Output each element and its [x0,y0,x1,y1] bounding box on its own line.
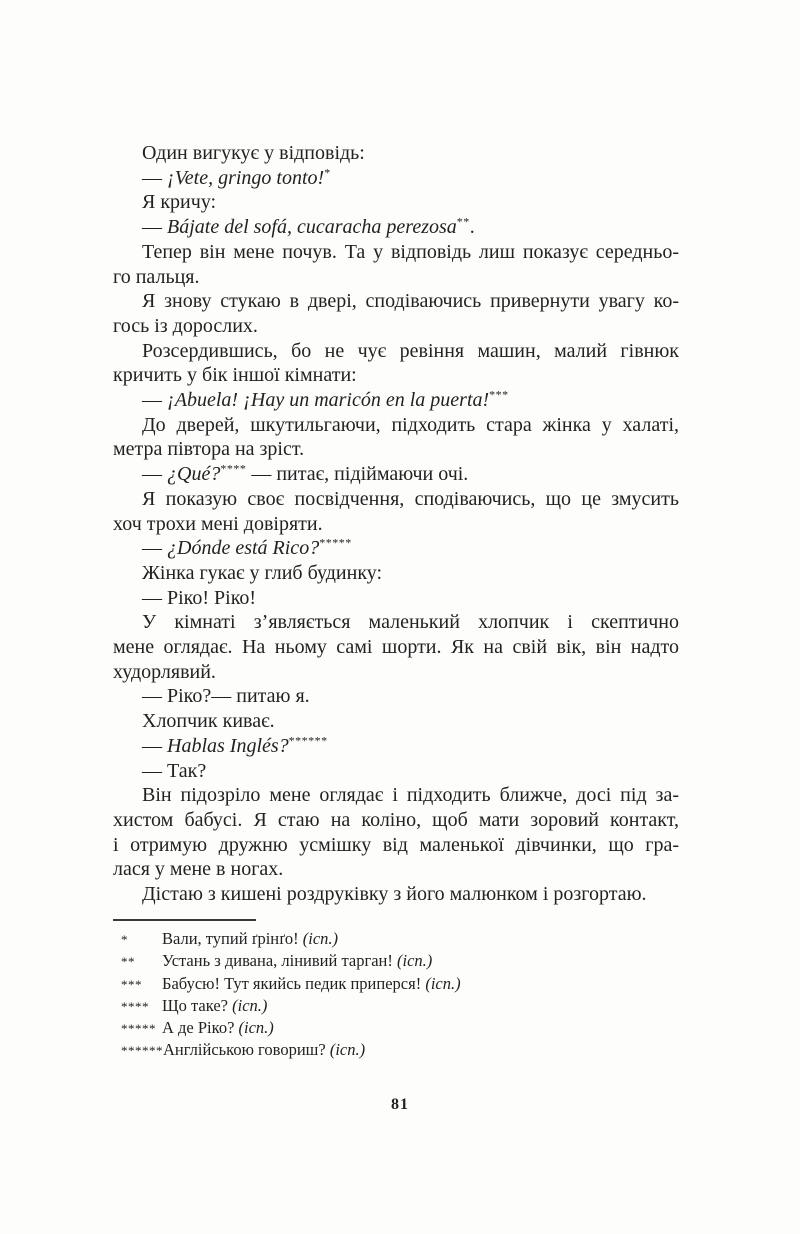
text-segment: Один вигукує у відповідь: [142,142,365,164]
footnote-marker: ****** [121,1043,163,1059]
footnote-text [163,1039,679,1061]
paragraph [113,289,679,338]
text-segment: Дістаю з кишені роздруківку з його малюнком і розгортаю. [142,883,647,906]
text-line [113,487,679,512]
text-segment: Я кричу: [142,191,217,214]
footnote-text [162,1017,679,1039]
text-segment: — Так? [142,759,207,782]
paragraph [113,759,679,784]
text-line [113,783,679,808]
paragraph [113,339,679,388]
text-segment: метра півтора на зріст. [113,438,305,461]
text-segment: — Ріко?— питаю я. [142,685,310,708]
text-line [113,265,679,290]
text-segment: До дверей, шкутильгаючи, підходить стара жінка у халаті, [142,413,679,436]
footnote-reference-marker: ****** [288,733,328,748]
text-line [113,536,679,561]
footnote-language-note: (ісп.) [425,973,461,993]
footnote-translation: Що таке? [162,995,233,1015]
paragraph [113,413,679,462]
italic-phrase: ¡Abuela! ¡Hay un maricón en la puerta! [167,389,490,412]
footnote-item [113,973,679,995]
text-segment: . [469,216,475,239]
text-line [113,635,679,660]
footnote-text [162,995,679,1017]
footnote-item [113,950,679,972]
text-line [113,512,679,537]
text-line [113,882,679,907]
paragraph [113,166,679,191]
footnote-item [113,1039,679,1061]
text-segment: і отримую дружню усмішку від маленької дівчинки, що гра- [113,833,679,856]
text-line [113,610,679,635]
text-segment: худорлявий. [113,660,216,683]
footnote-reference-marker: ***** [319,535,352,550]
text-line [113,833,679,858]
paragraph [113,586,679,611]
italic-phrase: Bájate del sofá, cucaracha perezosa [167,216,457,239]
footnote-language-note: (ісп.) [238,1018,274,1038]
text-line [113,462,679,487]
paragraph [113,684,679,709]
text-line [113,215,679,240]
footnote-language-note: (ісп.) [302,929,339,948]
italic-phrase: ¡Vete, gringo tonto! [167,166,325,189]
text-segment: — [142,734,167,757]
italic-phrase: ¿Dónde está Rico? [167,537,320,560]
paragraph [113,190,679,215]
text-line [113,709,679,734]
text-segment: Тепер він мене почув. Та у відповідь лиш показує середньо- [142,240,679,263]
page-text [113,141,679,907]
text-line [113,684,679,709]
footnote-item [113,995,679,1017]
footnote-marker: ***** [121,1021,156,1037]
text-line [113,561,679,586]
text-line [113,190,679,215]
footnote-translation: Англійською говориш? [163,1040,330,1060]
text-segment: кричить у бік іншої кімнати: [113,364,357,387]
text-segment: — [142,216,167,239]
text-line [113,857,679,882]
footnote-language-note: (ісп.) [329,1040,366,1060]
footnote-reference-marker: * [324,165,331,180]
text-segment: хистом бабусі. Я стаю на коліно, щоб мати зоровий контакт, [113,808,679,831]
paragraph [113,240,679,289]
paragraph [113,462,679,487]
text-line [113,808,679,833]
page-number: 81 [391,1096,409,1113]
footnote-translation: Бабусю! Тут якийсь педик приперся! [162,973,426,993]
text-segment: — [142,537,167,560]
text-segment: Розсердившись, бо не чує ревіння машин, малий гівнюк [142,339,679,362]
text-segment: У кімнаті з’являється маленький хлопчик і скептично [142,611,679,634]
text-segment: Я показую своє посвідчення, сподіваючись, що це змусить [142,487,679,510]
footnote-marker: **** [121,998,149,1014]
footnote-reference-marker: ** [456,214,470,229]
text-segment: Жінка гукає у глиб будинку: [142,561,383,584]
footnote-translation: А де Ріко? [162,1018,239,1038]
footnote-separator [113,919,256,921]
text-line [113,660,679,685]
text-segment: Хлопчик киває. [142,710,275,733]
text-line [113,166,679,191]
text-line [113,240,679,265]
text-line [113,388,679,413]
paragraph [113,215,679,240]
paragraph [113,487,679,536]
footnote-marker: * [121,932,128,947]
footnote-marker: *** [121,976,142,992]
footnote-language-note: (ісп.) [232,995,268,1015]
text-segment: го пальця. [113,265,200,288]
text-line [113,289,679,314]
paragraph [113,734,679,759]
footnote-section [113,919,679,1062]
footnote-text [162,973,679,995]
footnote-marker: ** [121,954,135,970]
text-line [113,339,679,364]
footnote-list [113,928,679,1062]
text-line [113,586,679,611]
text-line [113,314,679,339]
text-line [113,363,679,388]
text-segment: хоч трохи мені довіряти. [113,512,323,535]
text-line [113,759,679,784]
paragraph [113,610,679,684]
text-segment: — [142,389,167,412]
text-segment: — питає, підіймаючи очі. [246,463,469,486]
paragraph [113,536,679,561]
paragraph [113,709,679,734]
footnote-item [113,928,679,950]
text-line [113,734,679,759]
text-segment: гось із дорослих. [113,314,258,337]
text-segment: мене оглядає. На ньому самі шорти. Як на свій вік, він надто [113,636,679,659]
italic-phrase: Hablas Inglés? [167,734,289,757]
text-line [113,437,679,462]
paragraph [113,783,679,882]
footnote-translation: Устань з дивана, лінивий тарган! [162,951,397,971]
text-segment: Я знову стукаю в двері, сподіваючись привернути увагу ко- [142,290,679,313]
text-segment: лася у мене в ногах. [113,858,284,881]
footnote-text [162,950,679,972]
text-segment: — [142,166,167,189]
footnote-reference-marker: *** [489,387,509,402]
footnote-reference-marker: **** [220,461,247,476]
footnote-translation: Вали, тупий ґрінґо! [162,929,303,948]
footnote-text [162,928,679,950]
italic-phrase: ¿Qué? [167,463,221,486]
paragraph [113,561,679,586]
text-line [113,141,679,166]
text-segment: — [142,463,167,486]
text-line [113,413,679,438]
paragraph [113,388,679,413]
footnote-language-note: (ісп.) [397,951,433,971]
text-segment: — Ріко! Ріко! [142,586,257,609]
paragraph [113,141,679,166]
footnote-item [113,1017,679,1039]
text-segment: Він підозріло мене оглядає і підходить ближче, досі під за- [142,784,679,807]
paragraph [113,882,679,907]
